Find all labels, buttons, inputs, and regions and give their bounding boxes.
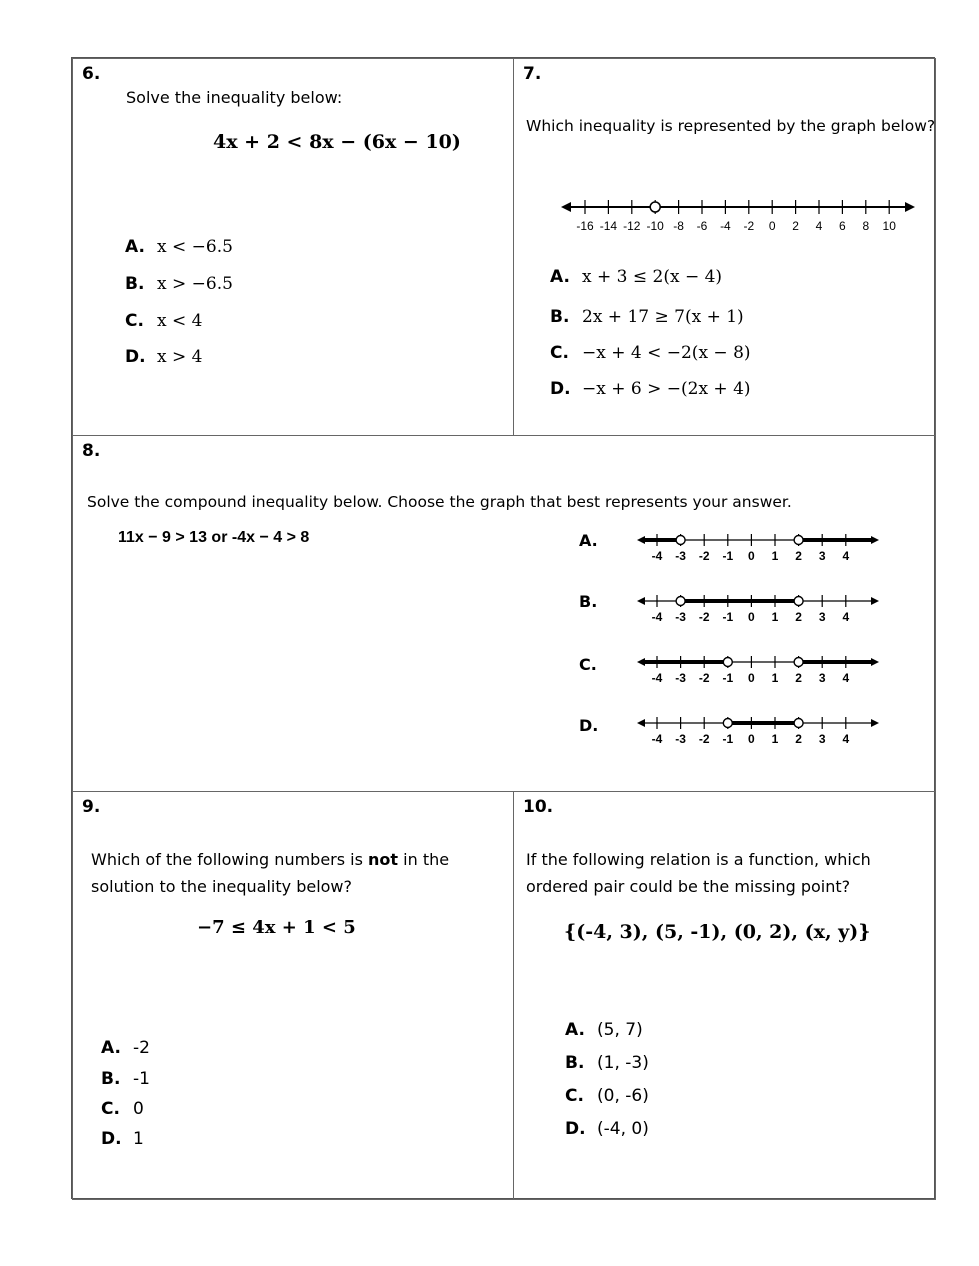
open-point: [794, 719, 803, 728]
tick-label: 1: [771, 671, 779, 685]
tick-label: 0: [748, 549, 755, 563]
option-d[interactable]: D. 1: [101, 1129, 144, 1149]
tick-label: 2: [795, 732, 802, 746]
tick-label: -2: [743, 219, 755, 233]
tick-label: 3: [818, 610, 826, 624]
option-c[interactable]: C. −x + 4 < −2(x − 8): [550, 343, 751, 363]
tick-label: -8: [673, 219, 684, 233]
tick-label: 4: [842, 671, 850, 685]
number-line-option-b[interactable]: [635, 591, 895, 627]
option-c[interactable]: C. (0, -6): [565, 1086, 649, 1106]
option-a[interactable]: A. x + 3 ≤ 2(x − 4): [550, 267, 723, 287]
left-arrow: [637, 597, 645, 605]
tick-label: 10: [882, 219, 896, 233]
tick-label: 2: [795, 549, 802, 563]
tick-label: -4: [651, 549, 663, 563]
question-prompt: If the following relation is a function, which ordered pair could be the missing point?: [526, 850, 871, 896]
tick-label: 0: [748, 671, 755, 685]
question-9-cell: [72, 791, 514, 1200]
question-number: 6.: [82, 64, 101, 84]
tick-label: 3: [818, 732, 826, 746]
question-equation: 11x − 9 > 13 or -4x − 4 > 8: [118, 529, 310, 546]
tick-label: 0: [748, 732, 755, 746]
open-point: [650, 202, 660, 212]
number-line-option-c[interactable]: [635, 652, 895, 688]
open-point: [794, 597, 803, 606]
option-d-label[interactable]: D.: [579, 716, 599, 735]
tick-label: -3: [675, 732, 686, 746]
tick-label: -14: [599, 219, 618, 233]
question-prompt: Solve the compound inequality below. Choose the graph that best represents your answer.: [87, 493, 792, 511]
worksheet: [71, 57, 935, 1199]
option-c[interactable]: C. 0: [101, 1099, 144, 1119]
right-arrow: [871, 719, 879, 727]
open-point: [794, 536, 803, 545]
open-point: [723, 658, 732, 667]
tick-label: -1: [722, 610, 734, 624]
tick-label: -6: [696, 219, 708, 233]
option-d[interactable]: D. x > 4: [125, 347, 203, 367]
tick-label: 1: [771, 549, 779, 563]
question-8-cell: [72, 435, 936, 792]
tick-label: 2: [795, 671, 802, 685]
option-a[interactable]: A. -2: [101, 1038, 150, 1058]
question-10-cell: [513, 791, 936, 1200]
tick-label: -12: [623, 219, 641, 233]
tick-label: 4: [842, 549, 850, 563]
tick-label: -3: [675, 549, 686, 563]
question-7-cell: [513, 58, 936, 436]
tick-label: -16: [576, 219, 594, 233]
tick-label: -2: [698, 610, 710, 624]
option-d[interactable]: D. −x + 6 > −(2x + 4): [550, 379, 751, 399]
tick-label: 0: [768, 219, 776, 233]
option-c-label[interactable]: C.: [579, 655, 597, 674]
tick-label: -1: [722, 549, 734, 563]
question-number: 9.: [82, 797, 101, 817]
tick-label: -4: [651, 732, 663, 746]
question-prompt: Which of the following numbers is not in the solution to the inequality below?: [91, 850, 450, 896]
tick-label: 0: [748, 610, 755, 624]
option-a[interactable]: A. (5, 7): [565, 1020, 643, 1040]
tick-label: 4: [842, 610, 850, 624]
question-prompt: Solve the inequality below:: [126, 88, 343, 107]
left-arrow: [637, 719, 645, 727]
tick-label: -2: [698, 549, 710, 563]
tick-label: -10: [646, 219, 664, 233]
option-a[interactable]: A. x < −6.5: [125, 237, 233, 257]
tick-label: -4: [720, 219, 731, 233]
tick-label: -2: [698, 732, 710, 746]
tick-label: 4: [815, 219, 823, 233]
question-number: 7.: [523, 64, 542, 84]
tick-label: 1: [771, 732, 779, 746]
tick-label: -4: [651, 610, 663, 624]
tick-label: 6: [839, 219, 846, 233]
open-point: [794, 658, 803, 667]
question-prompt: Which inequality is represented by the graph below?: [526, 117, 936, 135]
number-line-option-d[interactable]: [635, 713, 895, 749]
tick-label: -3: [675, 671, 686, 685]
tick-label: 2: [792, 219, 799, 233]
option-b[interactable]: B. (1, -3): [565, 1053, 649, 1073]
tick-label: 4: [842, 732, 850, 746]
tick-label: -1: [722, 671, 734, 685]
option-c[interactable]: C. x < 4: [125, 311, 203, 331]
tick-label: 8: [862, 219, 870, 233]
right-arrow: [871, 597, 879, 605]
question-number: 10.: [523, 797, 554, 817]
tick-label: -2: [698, 671, 710, 685]
option-b[interactable]: B. 2x + 17 ≥ 7(x + 1): [550, 307, 744, 327]
option-b-label[interactable]: B.: [579, 592, 598, 611]
tick-label: 3: [818, 549, 826, 563]
tick-label: 2: [795, 610, 802, 624]
question-6-cell: [72, 58, 514, 436]
option-b[interactable]: B. -1: [101, 1069, 150, 1089]
tick-label: 1: [771, 610, 779, 624]
question-equation: −7 ≤ 4x + 1 < 5: [197, 917, 356, 938]
question-equation: {(-4, 3), (5, -1), (0, 2), (x, y)}: [564, 921, 871, 943]
option-a-label[interactable]: A.: [579, 531, 598, 550]
tick-label: -1: [722, 732, 734, 746]
question-number: 8.: [82, 441, 101, 461]
open-point: [676, 536, 685, 545]
question-equation: 4x + 2 < 8x − (6x − 10): [213, 131, 461, 153]
open-point: [723, 719, 732, 728]
open-point: [676, 597, 685, 606]
tick-label: -3: [675, 610, 686, 624]
tick-label: -4: [651, 671, 663, 685]
number-line-q7: [561, 195, 921, 240]
tick-label: 3: [818, 671, 826, 685]
option-d[interactable]: D. (-4, 0): [565, 1119, 649, 1139]
option-b[interactable]: B. x > −6.5: [125, 274, 233, 294]
number-line-option-a[interactable]: [635, 530, 895, 566]
